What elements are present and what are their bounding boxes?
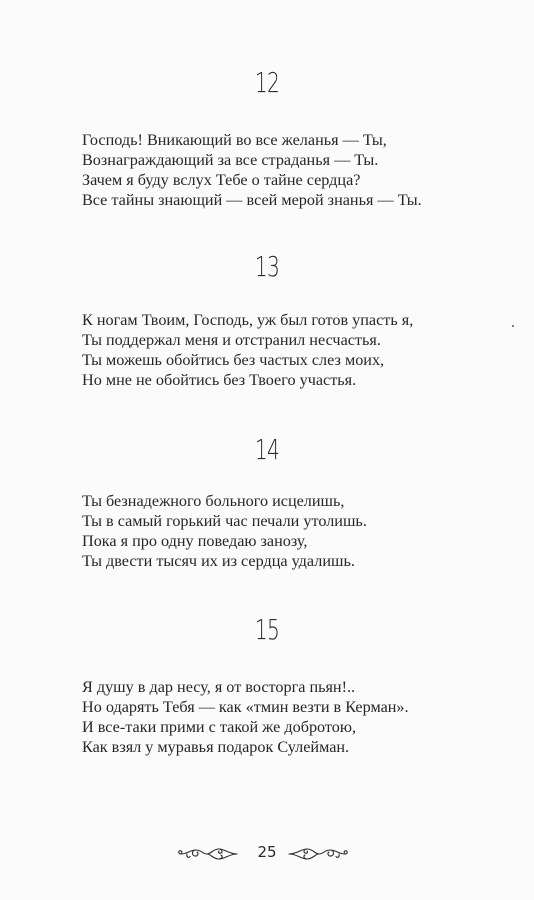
paper-speck (512, 325, 514, 327)
poem-stanza (82, 677, 502, 757)
poem-number: 13 (254, 250, 280, 283)
poem-number: 15 (254, 613, 280, 646)
poem-line: Но одарять Тебя — как «тмин везти в Керман». (82, 698, 409, 716)
page-number: 25 (257, 843, 277, 861)
poem-number: 14 (254, 433, 280, 466)
poem-stanza (82, 130, 502, 210)
poem-line: Пока я про одну поведаю занозу, (82, 532, 308, 550)
poem-stanza (82, 491, 502, 571)
poem-stanza (82, 310, 502, 390)
poem-line: Но мне не обойтись без Твоего участья. (82, 371, 357, 389)
poem-line: Как взял у муравья подарок Сулейман. (82, 738, 350, 756)
scroll-ornament-icon (287, 845, 349, 863)
poem-line: Я душу в дар несу, я от восторга пьян!.. (82, 678, 356, 696)
poem-line: Ты можешь обойтись без частых слез моих, (82, 351, 385, 369)
poem-line: Вознаграждающий за все страданья — Ты. (82, 151, 379, 169)
poem-line: Ты безнадежного больного исцелишь, (82, 492, 345, 510)
poem-line: Все тайны знающий — всей мерой знанья — Ты. (82, 191, 422, 209)
poem-line: Господь! Вникающий во все желанья — Ты, (82, 131, 387, 149)
poem-line: Зачем я буду вслух Тебе о тайне сердца? (82, 171, 361, 189)
poem-number: 12 (254, 66, 280, 99)
poem-line: Ты двести тысяч их из сердца удалишь. (82, 552, 355, 570)
poem-line: И все-таки прими с такой же добротою, (82, 718, 357, 736)
poem-line: К ногам Твоим, Господь, уж был готов упасть я, (82, 311, 414, 329)
poem-line: Ты в самый горький час печали утолишь. (82, 512, 367, 530)
page-footer (0, 842, 534, 866)
poem-line: Ты поддержал меня и отстранил несчастья. (82, 331, 381, 349)
